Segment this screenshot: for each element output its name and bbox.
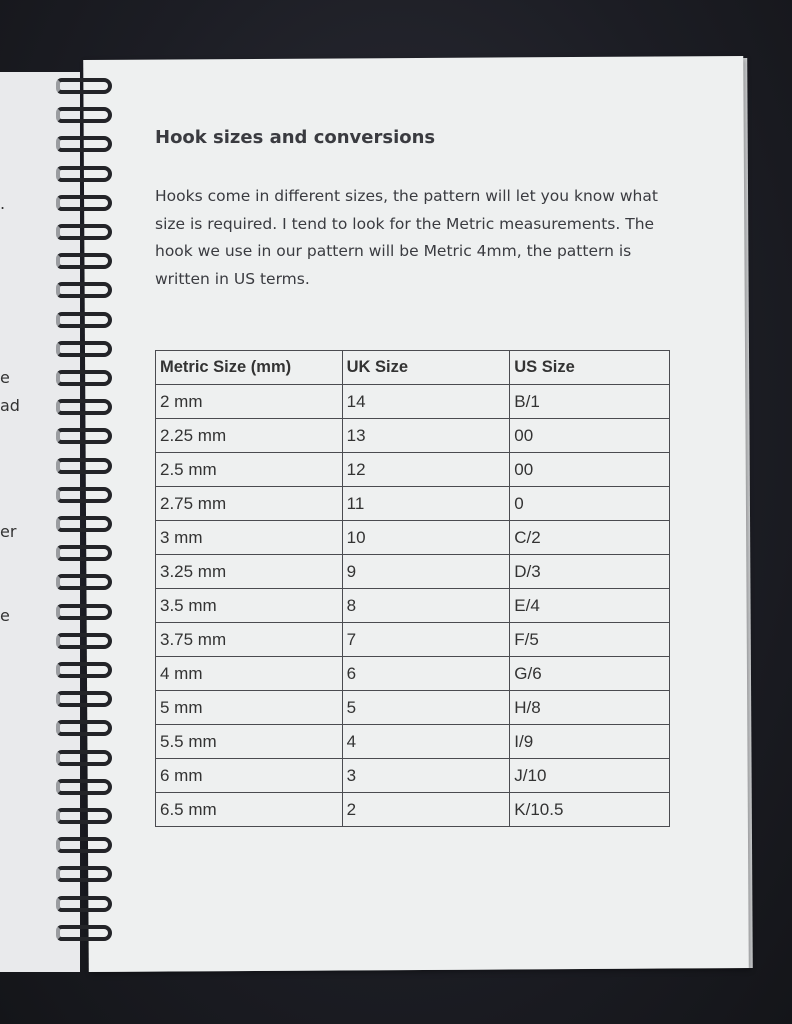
us-size-cell: 0 — [510, 487, 670, 521]
binding-ring — [56, 808, 112, 824]
us-size-cell: B/1 — [510, 385, 670, 419]
table-row — [156, 725, 670, 759]
uk-size-cell: 14 — [342, 385, 510, 419]
metric-size-cell: 2.75 mm — [156, 487, 343, 521]
us-size-cell: 00 — [510, 419, 670, 453]
header-us: US Size — [510, 351, 670, 385]
binding-ring — [56, 370, 112, 386]
metric-size-cell: 6 mm — [156, 759, 343, 793]
table-row — [156, 759, 670, 793]
binding-ring — [56, 662, 112, 678]
uk-size-cell: 12 — [342, 453, 510, 487]
binding-ring — [56, 312, 112, 328]
binding-ring — [56, 224, 112, 240]
metric-size-cell: 3.5 mm — [156, 589, 343, 623]
us-size-cell: D/3 — [510, 555, 670, 589]
table-row — [156, 453, 670, 487]
intro-paragraph: Hooks come in different sizes, the pattern will let you know what size is required. I tend to look for the Metric measurements. The hook we use in our pattern will be Metric 4mm, the pattern is written in US terms. — [155, 187, 658, 288]
uk-size-cell: 8 — [342, 589, 510, 623]
binding-ring — [56, 925, 112, 941]
binding-ring — [56, 866, 112, 882]
uk-size-cell: 5 — [342, 691, 510, 725]
binding-ring — [56, 837, 112, 853]
us-size-cell: C/2 — [510, 521, 670, 555]
table-body — [156, 385, 670, 827]
binding-ring — [56, 896, 112, 912]
us-size-cell: I/9 — [510, 725, 670, 759]
uk-size-cell: 2 — [342, 793, 510, 827]
binding-ring — [56, 78, 112, 94]
metric-size-cell: 2 mm — [156, 385, 343, 419]
metric-size-cell: 4 mm — [156, 657, 343, 691]
left-page-fragment: ad — [0, 396, 20, 415]
page-title: Hook sizes and conversions — [155, 127, 436, 148]
binding-ring — [56, 399, 112, 415]
table-row — [156, 793, 670, 827]
metric-size-cell: 5 mm — [156, 691, 343, 725]
metric-size-cell: 3.75 mm — [156, 623, 343, 657]
metric-size-cell: 6.5 mm — [156, 793, 343, 827]
binding-ring — [56, 779, 112, 795]
binding-ring — [56, 166, 112, 182]
binding-ring — [56, 458, 112, 474]
table-row — [156, 385, 670, 419]
header-metric: Metric Size (mm) — [156, 351, 343, 385]
binding-ring — [56, 341, 112, 357]
left-page-fragment: e — [0, 368, 10, 387]
uk-size-cell: 7 — [342, 623, 510, 657]
us-size-cell: E/4 — [510, 589, 670, 623]
us-size-cell: J/10 — [510, 759, 670, 793]
metric-size-cell: 2.25 mm — [156, 419, 343, 453]
binding-ring — [56, 195, 112, 211]
table-row — [156, 521, 670, 555]
left-page-fragment: e — [0, 606, 10, 625]
binding-ring — [56, 107, 112, 123]
uk-size-cell: 3 — [342, 759, 510, 793]
binding-ring — [56, 545, 112, 561]
binding-ring — [56, 253, 112, 269]
binding-ring — [56, 691, 112, 707]
table-row — [156, 623, 670, 657]
metric-size-cell: 3 mm — [156, 521, 343, 555]
us-size-cell: K/10.5 — [510, 793, 670, 827]
hook-size-table — [155, 350, 670, 827]
metric-size-cell: 5.5 mm — [156, 725, 343, 759]
binding-ring — [56, 516, 112, 532]
left-page-fragment: er — [0, 522, 17, 541]
table-row — [156, 691, 670, 725]
table-row — [156, 555, 670, 589]
uk-size-cell: 11 — [342, 487, 510, 521]
metric-size-cell: 3.25 mm — [156, 555, 343, 589]
uk-size-cell: 10 — [342, 521, 510, 555]
binding-ring — [56, 720, 112, 736]
header-uk: UK Size — [342, 351, 510, 385]
table-header-row — [156, 351, 670, 385]
us-size-cell: G/6 — [510, 657, 670, 691]
table-row — [156, 657, 670, 691]
binding-ring — [56, 282, 112, 298]
binding-ring — [56, 428, 112, 444]
binding-ring — [56, 487, 112, 503]
us-size-cell: H/8 — [510, 691, 670, 725]
table-row — [156, 419, 670, 453]
binding-ring — [56, 604, 112, 620]
spiral-binding — [56, 78, 116, 958]
binding-ring — [56, 633, 112, 649]
binding-ring — [56, 136, 112, 152]
us-size-cell: 00 — [510, 453, 670, 487]
uk-size-cell: 13 — [342, 419, 510, 453]
uk-size-cell: 4 — [342, 725, 510, 759]
binding-ring — [56, 574, 112, 590]
table-row — [156, 589, 670, 623]
left-page-fragment: . — [0, 194, 6, 213]
us-size-cell: F/5 — [510, 623, 670, 657]
table-row — [156, 487, 670, 521]
metric-size-cell: 2.5 mm — [156, 453, 343, 487]
uk-size-cell: 6 — [342, 657, 510, 691]
uk-size-cell: 9 — [342, 555, 510, 589]
binding-ring — [56, 750, 112, 766]
